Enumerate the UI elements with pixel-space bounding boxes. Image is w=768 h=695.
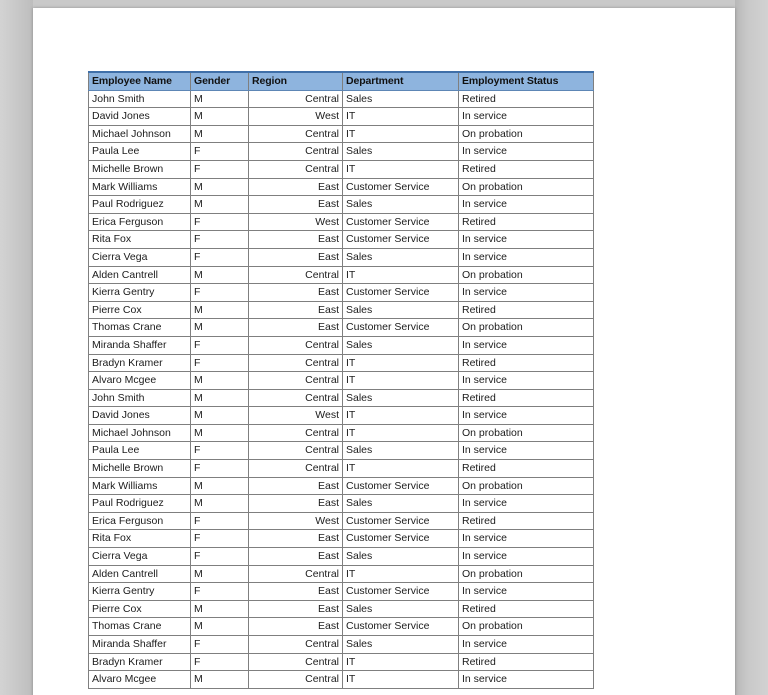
cell-employment_status[interactable]: In service (459, 530, 594, 548)
table-row[interactable] (89, 512, 594, 530)
cell-employment_status[interactable]: Retired (459, 354, 594, 372)
backdrop-right-margin (735, 0, 768, 695)
cell-employment_status[interactable]: In service (459, 442, 594, 460)
cell-gender[interactable]: F (191, 284, 249, 302)
cell-gender[interactable]: F (191, 336, 249, 354)
cell-employee_name[interactable]: Mark Williams (89, 477, 191, 495)
cell-employment_status[interactable]: Retired (459, 460, 594, 478)
cell-gender[interactable]: M (191, 424, 249, 442)
cell-gender[interactable]: M (191, 266, 249, 284)
cell-region[interactable]: East (249, 178, 343, 196)
table-row[interactable] (89, 284, 594, 302)
column-header-department[interactable]: Department (343, 72, 459, 90)
cell-employment_status[interactable]: In service (459, 636, 594, 654)
cell-region[interactable]: East (249, 495, 343, 513)
cell-department[interactable]: Sales (343, 90, 459, 108)
table-header-row (89, 72, 594, 90)
cell-gender[interactable]: M (191, 90, 249, 108)
cell-employment_status[interactable]: In service (459, 196, 594, 214)
document-page (33, 8, 735, 695)
cell-employee_name[interactable]: Alvaro Mcgee (89, 671, 191, 689)
cell-employment_status[interactable]: In service (459, 248, 594, 266)
cell-gender[interactable]: F (191, 354, 249, 372)
cell-employment_status[interactable]: Retired (459, 600, 594, 618)
table-row[interactable] (89, 90, 594, 108)
table-row[interactable] (89, 319, 594, 337)
cell-gender[interactable]: F (191, 512, 249, 530)
cell-employee_name[interactable]: Erica Ferguson (89, 213, 191, 231)
cell-department[interactable]: Sales (343, 636, 459, 654)
cell-department[interactable]: Sales (343, 336, 459, 354)
cell-department[interactable]: IT (343, 671, 459, 689)
cell-region[interactable]: Central (249, 354, 343, 372)
employee-table (88, 71, 594, 689)
cell-gender[interactable]: M (191, 618, 249, 636)
cell-employee_name[interactable]: Michelle Brown (89, 160, 191, 178)
cell-department[interactable]: IT (343, 460, 459, 478)
cell-employee_name[interactable]: Erica Ferguson (89, 512, 191, 530)
cell-region[interactable]: Central (249, 389, 343, 407)
table-header (89, 72, 594, 90)
table-row[interactable] (89, 495, 594, 513)
cell-department[interactable]: IT (343, 108, 459, 126)
cell-employment_status[interactable]: In service (459, 583, 594, 601)
cell-department[interactable]: Sales (343, 495, 459, 513)
cell-region[interactable]: East (249, 196, 343, 214)
cell-employment_status[interactable]: On probation (459, 424, 594, 442)
cell-region[interactable]: Central (249, 460, 343, 478)
cell-gender[interactable]: F (191, 530, 249, 548)
cell-department[interactable]: IT (343, 372, 459, 390)
cell-employee_name[interactable]: Pierre Cox (89, 301, 191, 319)
cell-gender[interactable]: M (191, 407, 249, 425)
cell-department[interactable]: IT (343, 125, 459, 143)
cell-region[interactable]: Central (249, 336, 343, 354)
cell-employee_name[interactable]: John Smith (89, 389, 191, 407)
table-row[interactable] (89, 548, 594, 566)
cell-gender[interactable]: F (191, 231, 249, 249)
table-row[interactable] (89, 178, 594, 196)
cell-gender[interactable]: F (191, 636, 249, 654)
table-row[interactable] (89, 530, 594, 548)
table-row[interactable] (89, 248, 594, 266)
cell-gender[interactable]: F (191, 213, 249, 231)
cell-department[interactable]: Sales (343, 196, 459, 214)
cell-employment_status[interactable]: In service (459, 284, 594, 302)
cell-employee_name[interactable]: Kierra Gentry (89, 583, 191, 601)
cell-department[interactable]: Customer Service (343, 178, 459, 196)
cell-employee_name[interactable]: Alden Cantrell (89, 565, 191, 583)
cell-gender[interactable]: F (191, 460, 249, 478)
cell-employee_name[interactable]: David Jones (89, 407, 191, 425)
cell-gender[interactable]: F (191, 653, 249, 671)
cell-employee_name[interactable]: Paula Lee (89, 143, 191, 161)
table-row[interactable] (89, 160, 594, 178)
table-row[interactable] (89, 125, 594, 143)
cell-department[interactable]: Customer Service (343, 213, 459, 231)
cell-region[interactable]: Central (249, 372, 343, 390)
cell-gender[interactable]: M (191, 565, 249, 583)
cell-employment_status[interactable]: In service (459, 407, 594, 425)
cell-department[interactable]: IT (343, 653, 459, 671)
cell-region[interactable]: East (249, 248, 343, 266)
table-row[interactable] (89, 108, 594, 126)
cell-gender[interactable]: M (191, 178, 249, 196)
cell-employment_status[interactable]: Retired (459, 653, 594, 671)
cell-gender[interactable]: F (191, 583, 249, 601)
cell-region[interactable]: East (249, 477, 343, 495)
cell-gender[interactable]: M (191, 372, 249, 390)
cell-employee_name[interactable]: Rita Fox (89, 530, 191, 548)
cell-employee_name[interactable]: Alvaro Mcgee (89, 372, 191, 390)
cell-region[interactable]: East (249, 618, 343, 636)
cell-employee_name[interactable]: Bradyn Kramer (89, 354, 191, 372)
cell-region[interactable]: East (249, 583, 343, 601)
cell-department[interactable]: Sales (343, 548, 459, 566)
cell-employee_name[interactable]: Paula Lee (89, 442, 191, 460)
cell-department[interactable]: Sales (343, 143, 459, 161)
cell-region[interactable]: Central (249, 143, 343, 161)
table-row[interactable] (89, 600, 594, 618)
cell-department[interactable]: Customer Service (343, 319, 459, 337)
table-row[interactable] (89, 424, 594, 442)
cell-department[interactable]: IT (343, 266, 459, 284)
cell-region[interactable]: Central (249, 565, 343, 583)
cell-employment_status[interactable]: In service (459, 548, 594, 566)
table-row[interactable] (89, 301, 594, 319)
cell-gender[interactable]: F (191, 442, 249, 460)
cell-employee_name[interactable]: Paul Rodriguez (89, 196, 191, 214)
cell-gender[interactable]: M (191, 301, 249, 319)
cell-employee_name[interactable]: Michael Johnson (89, 125, 191, 143)
cell-employment_status[interactable]: Retired (459, 389, 594, 407)
cell-employment_status[interactable]: In service (459, 372, 594, 390)
cell-region[interactable]: East (249, 284, 343, 302)
cell-region[interactable]: Central (249, 125, 343, 143)
table-body (89, 90, 594, 688)
cell-region[interactable]: West (249, 407, 343, 425)
table-row[interactable] (89, 213, 594, 231)
cell-employee_name[interactable]: Thomas Crane (89, 319, 191, 337)
cell-employee_name[interactable]: Michael Johnson (89, 424, 191, 442)
cell-department[interactable]: Sales (343, 248, 459, 266)
table-row[interactable] (89, 653, 594, 671)
table-row[interactable] (89, 671, 594, 689)
cell-employment_status[interactable]: On probation (459, 319, 594, 337)
cell-employee_name[interactable]: Rita Fox (89, 231, 191, 249)
cell-employee_name[interactable]: Cierra Vega (89, 248, 191, 266)
cell-department[interactable]: IT (343, 160, 459, 178)
cell-gender[interactable]: M (191, 125, 249, 143)
cell-gender[interactable]: F (191, 548, 249, 566)
cell-region[interactable]: West (249, 213, 343, 231)
cell-region[interactable]: Central (249, 266, 343, 284)
cell-gender[interactable]: M (191, 196, 249, 214)
cell-employee_name[interactable]: Alden Cantrell (89, 266, 191, 284)
cell-department[interactable]: Customer Service (343, 512, 459, 530)
cell-department[interactable]: Customer Service (343, 284, 459, 302)
cell-employment_status[interactable]: On probation (459, 178, 594, 196)
cell-department[interactable]: Customer Service (343, 231, 459, 249)
cell-gender[interactable]: M (191, 671, 249, 689)
cell-department[interactable]: Customer Service (343, 583, 459, 601)
cell-gender[interactable]: M (191, 108, 249, 126)
table-row[interactable] (89, 460, 594, 478)
cell-employment_status[interactable]: In service (459, 231, 594, 249)
cell-gender[interactable]: M (191, 477, 249, 495)
table-row[interactable] (89, 442, 594, 460)
table-row[interactable] (89, 231, 594, 249)
cell-employee_name[interactable]: Pierre Cox (89, 600, 191, 618)
column-header-gender[interactable]: Gender (191, 72, 249, 90)
table-row[interactable] (89, 196, 594, 214)
cell-employment_status[interactable]: On probation (459, 618, 594, 636)
table-row[interactable] (89, 336, 594, 354)
cell-gender[interactable]: M (191, 389, 249, 407)
table-row[interactable] (89, 372, 594, 390)
cell-department[interactable]: IT (343, 354, 459, 372)
cell-employee_name[interactable]: Paul Rodriguez (89, 495, 191, 513)
table-row[interactable] (89, 143, 594, 161)
cell-employee_name[interactable]: Miranda Shaffer (89, 336, 191, 354)
cell-employee_name[interactable]: Bradyn Kramer (89, 653, 191, 671)
table-row[interactable] (89, 266, 594, 284)
cell-region[interactable]: East (249, 530, 343, 548)
cell-employment_status[interactable]: In service (459, 495, 594, 513)
cell-region[interactable]: West (249, 108, 343, 126)
cell-region[interactable]: Central (249, 636, 343, 654)
cell-region[interactable]: East (249, 600, 343, 618)
cell-gender[interactable]: F (191, 248, 249, 266)
cell-department[interactable]: Sales (343, 389, 459, 407)
cell-employee_name[interactable]: John Smith (89, 90, 191, 108)
cell-region[interactable]: East (249, 301, 343, 319)
cell-region[interactable]: Central (249, 671, 343, 689)
cell-employment_status[interactable]: Retired (459, 301, 594, 319)
cell-employment_status[interactable]: In service (459, 671, 594, 689)
cell-gender[interactable]: F (191, 143, 249, 161)
table-row[interactable] (89, 407, 594, 425)
cell-employment_status[interactable]: On probation (459, 266, 594, 284)
cell-department[interactable]: IT (343, 407, 459, 425)
table-row[interactable] (89, 477, 594, 495)
cell-employment_status[interactable]: On probation (459, 477, 594, 495)
cell-employee_name[interactable]: Mark Williams (89, 178, 191, 196)
table-row[interactable] (89, 618, 594, 636)
cell-employment_status[interactable]: Retired (459, 90, 594, 108)
cell-region[interactable]: Central (249, 160, 343, 178)
cell-region[interactable]: Central (249, 90, 343, 108)
column-header-employee-name[interactable]: Employee Name (89, 72, 191, 90)
cell-employment_status[interactable]: In service (459, 143, 594, 161)
cell-employee_name[interactable]: Michelle Brown (89, 460, 191, 478)
cell-gender[interactable]: M (191, 600, 249, 618)
cell-employee_name[interactable]: Cierra Vega (89, 548, 191, 566)
cell-employment_status[interactable]: On probation (459, 125, 594, 143)
table-row[interactable] (89, 565, 594, 583)
table-row[interactable] (89, 583, 594, 601)
cell-employee_name[interactable]: Miranda Shaffer (89, 636, 191, 654)
cell-employment_status[interactable]: Retired (459, 213, 594, 231)
cell-region[interactable]: East (249, 548, 343, 566)
column-header-employment-status[interactable]: Employment Status (459, 72, 594, 90)
cell-department[interactable]: IT (343, 424, 459, 442)
cell-region[interactable]: Central (249, 424, 343, 442)
cell-department[interactable]: Customer Service (343, 477, 459, 495)
employee-table-container (88, 71, 593, 689)
cell-department[interactable]: Sales (343, 600, 459, 618)
cell-department[interactable]: Customer Service (343, 530, 459, 548)
cell-gender[interactable]: F (191, 160, 249, 178)
cell-region[interactable]: West (249, 512, 343, 530)
cell-gender[interactable]: M (191, 495, 249, 513)
cell-region[interactable]: Central (249, 442, 343, 460)
cell-gender[interactable]: M (191, 319, 249, 337)
table-row[interactable] (89, 636, 594, 654)
table-row[interactable] (89, 354, 594, 372)
cell-department[interactable]: Customer Service (343, 618, 459, 636)
backdrop-left-margin (0, 0, 33, 695)
cell-region[interactable]: East (249, 319, 343, 337)
cell-department[interactable]: IT (343, 565, 459, 583)
cell-employee_name[interactable]: David Jones (89, 108, 191, 126)
cell-region[interactable]: East (249, 231, 343, 249)
cell-employment_status[interactable]: On probation (459, 565, 594, 583)
cell-employment_status[interactable]: Retired (459, 512, 594, 530)
column-header-region[interactable]: Region (249, 72, 343, 90)
cell-employment_status[interactable]: In service (459, 108, 594, 126)
cell-region[interactable]: Central (249, 653, 343, 671)
cell-department[interactable]: Sales (343, 442, 459, 460)
table-row[interactable] (89, 389, 594, 407)
cell-employment_status[interactable]: Retired (459, 160, 594, 178)
cell-department[interactable]: Sales (343, 301, 459, 319)
cell-employee_name[interactable]: Kierra Gentry (89, 284, 191, 302)
cell-employee_name[interactable]: Thomas Crane (89, 618, 191, 636)
cell-employment_status[interactable]: In service (459, 336, 594, 354)
